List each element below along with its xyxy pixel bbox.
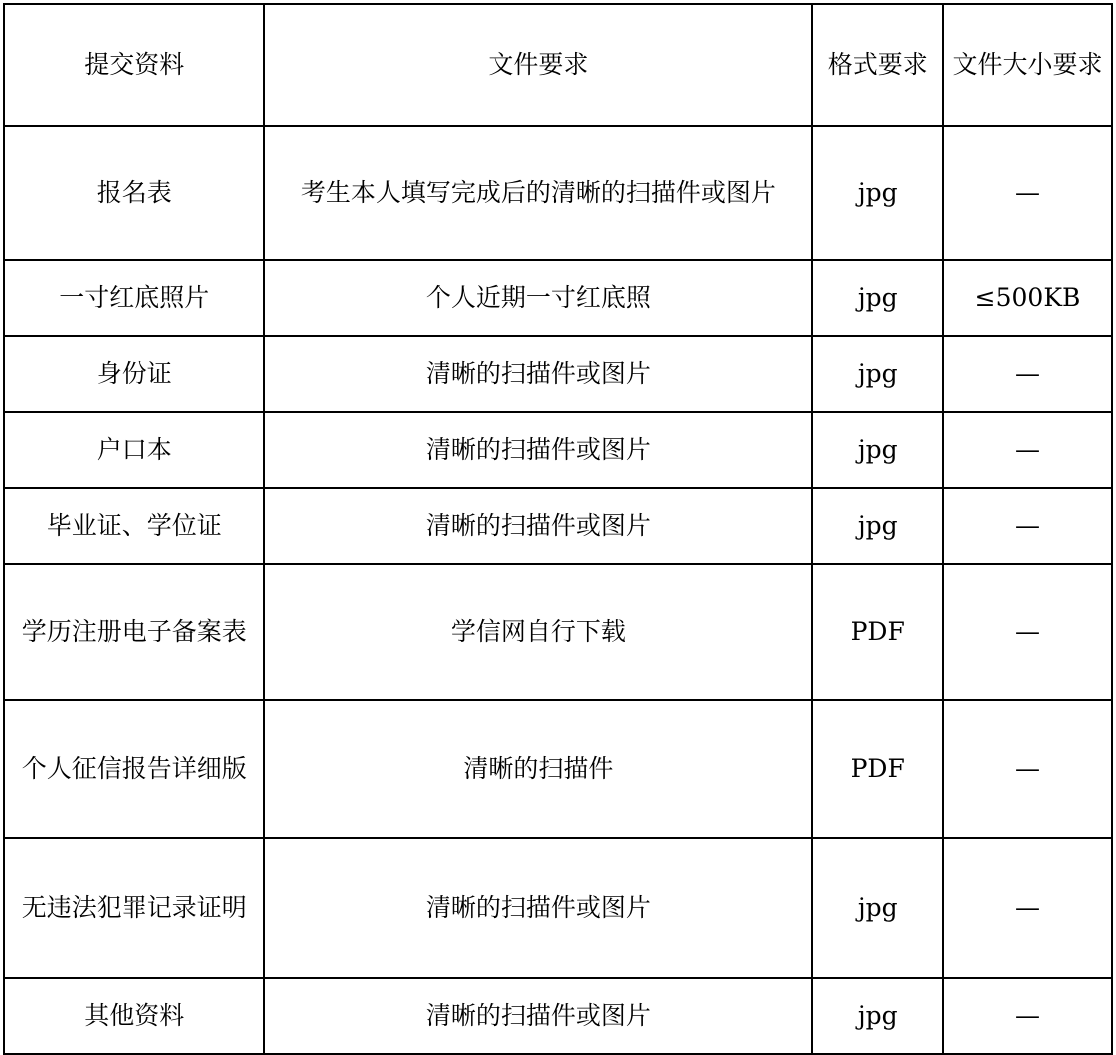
cell-requirement: 学信网自行下载 <box>264 564 812 700</box>
cell-size: ≤500KB <box>943 260 1112 336</box>
cell-material: 无违法犯罪记录证明 <box>4 838 264 978</box>
column-header-material: 提交资料 <box>4 4 264 126</box>
column-header-format: 格式要求 <box>812 4 943 126</box>
cell-format: jpg <box>812 126 943 260</box>
table-row <box>4 126 1112 260</box>
cell-material: 一寸红底照片 <box>4 260 264 336</box>
table-row <box>4 564 1112 700</box>
cell-material: 报名表 <box>4 126 264 260</box>
cell-size: — <box>943 488 1112 564</box>
table-header-row <box>4 4 1112 126</box>
cell-size: — <box>943 978 1112 1054</box>
cell-format: jpg <box>812 838 943 978</box>
cell-material: 个人征信报告详细版 <box>4 700 264 838</box>
table-row <box>4 978 1112 1054</box>
cell-format: jpg <box>812 412 943 488</box>
table-row <box>4 488 1112 564</box>
table-row <box>4 838 1112 978</box>
materials-table <box>3 3 1113 1055</box>
cell-format: jpg <box>812 978 943 1054</box>
cell-format: PDF <box>812 564 943 700</box>
cell-requirement: 清晰的扫描件或图片 <box>264 838 812 978</box>
cell-material: 毕业证、学位证 <box>4 488 264 564</box>
cell-requirement: 清晰的扫描件或图片 <box>264 488 812 564</box>
cell-requirement: 清晰的扫描件或图片 <box>264 336 812 412</box>
cell-size: — <box>943 564 1112 700</box>
cell-material: 户口本 <box>4 412 264 488</box>
cell-format: PDF <box>812 700 943 838</box>
cell-format: jpg <box>812 260 943 336</box>
cell-size: — <box>943 412 1112 488</box>
column-header-size: 文件大小要求 <box>943 4 1112 126</box>
cell-format: jpg <box>812 336 943 412</box>
cell-size: — <box>943 126 1112 260</box>
cell-format: jpg <box>812 488 943 564</box>
cell-material: 其他资料 <box>4 978 264 1054</box>
table-row <box>4 336 1112 412</box>
cell-size: — <box>943 700 1112 838</box>
cell-size: — <box>943 838 1112 978</box>
table-row <box>4 700 1112 838</box>
cell-requirement: 清晰的扫描件 <box>264 700 812 838</box>
cell-requirement: 考生本人填写完成后的清晰的扫描件或图片 <box>264 126 812 260</box>
table-row <box>4 260 1112 336</box>
cell-material: 学历注册电子备案表 <box>4 564 264 700</box>
table-row <box>4 412 1112 488</box>
cell-requirement: 清晰的扫描件或图片 <box>264 978 812 1054</box>
column-header-requirement: 文件要求 <box>264 4 812 126</box>
cell-requirement: 个人近期一寸红底照 <box>264 260 812 336</box>
cell-size: — <box>943 336 1112 412</box>
cell-material: 身份证 <box>4 336 264 412</box>
cell-requirement: 清晰的扫描件或图片 <box>264 412 812 488</box>
